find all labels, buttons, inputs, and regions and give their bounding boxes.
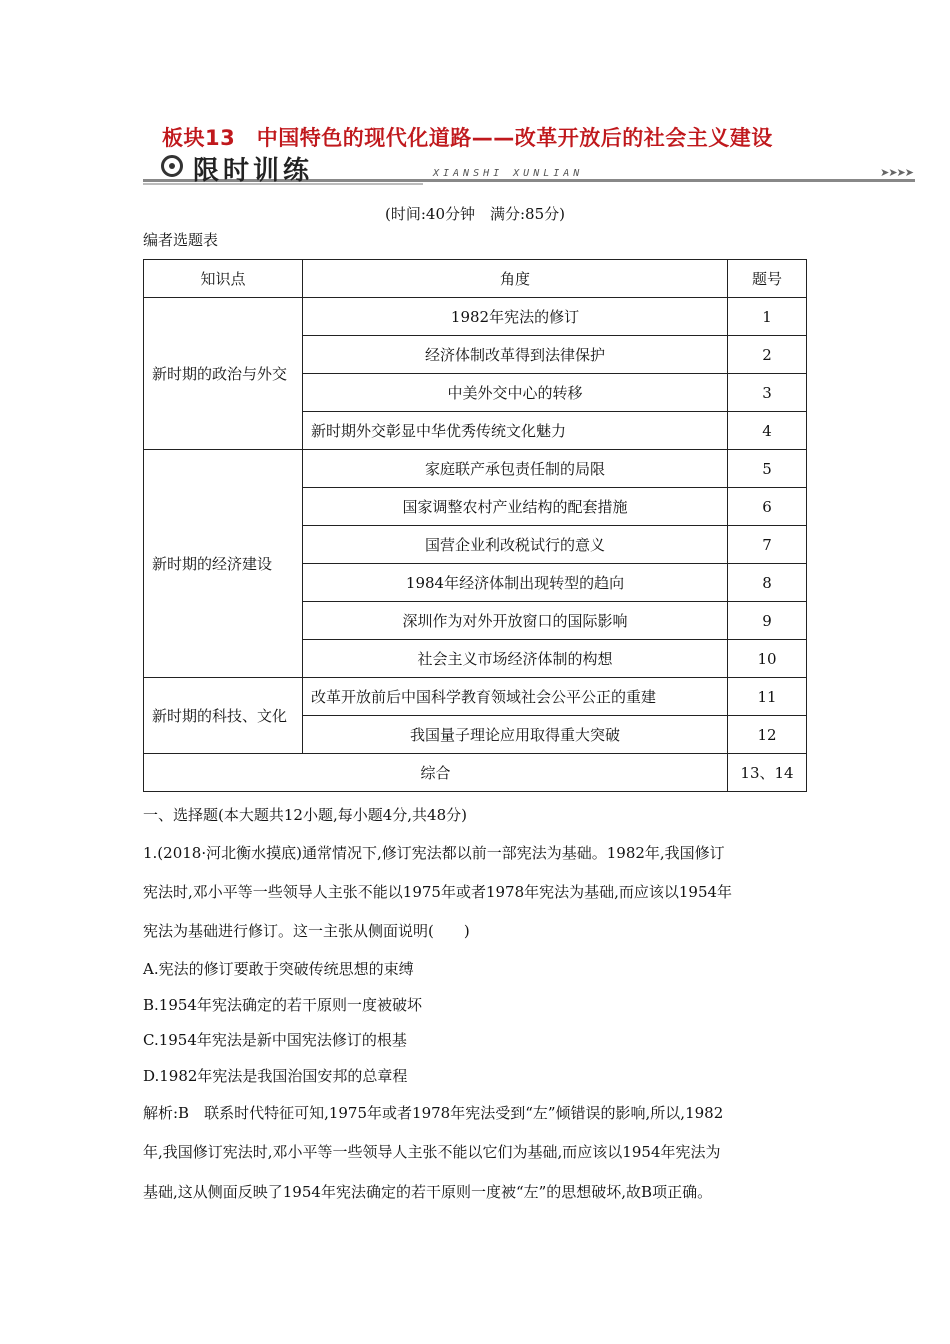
angle-cell: 新时期外交彰显中华优秀传统文化魅力	[303, 412, 728, 450]
number-cell: 12	[728, 716, 807, 754]
table-row	[144, 678, 807, 716]
angle-cell: 中美外交中心的转移	[303, 374, 728, 412]
analysis-line: 解析:B 联系时代特征可知,1975年或者1978年宪法受到“左”倾错误的影响,所以,1982	[143, 1104, 724, 1122]
summary-label: 综合	[144, 754, 728, 792]
angle-cell: 1984年经济体制出现转型的趋向	[303, 564, 728, 602]
banner-label: 限时训练	[193, 156, 314, 186]
analysis-line: 基础,这从侧面反映了1954年宪法确定的若干原则一度被“左”的思想破坏,故B项正确。	[143, 1183, 713, 1201]
number-cell: 9	[728, 602, 807, 640]
number-cell: 4	[728, 412, 807, 450]
angle-cell: 家庭联产承包责任制的局限	[303, 450, 728, 488]
number-cell: 3	[728, 374, 807, 412]
banner-pinyin: XIANSHI XUNLIAN	[433, 168, 584, 179]
summary-row	[144, 754, 807, 792]
question-line: 1.(2018·河北衡水摸底)通常情况下,修订宪法都以前一部宪法为基础。1982年,我国修订	[143, 844, 725, 862]
table-caption: 编者选题表	[143, 231, 219, 249]
angle-cell: 经济体制改革得到法律保护	[303, 336, 728, 374]
number-cell: 2	[728, 336, 807, 374]
topic-cell: 新时期的经济建设	[144, 450, 303, 678]
option-b: B.1954年宪法确定的若干原则一度被破坏	[143, 996, 422, 1014]
angle-cell: 社会主义市场经济体制的构想	[303, 640, 728, 678]
arrows-icon: ➤➤➤➤	[880, 166, 913, 179]
analysis-line: 年,我国修订宪法时,邓小平等一些领导人主张不能以它们为基础,而应该以1954年宪法为	[143, 1143, 721, 1161]
question-line: 宪法为基础进行修订。这一主张从侧面说明( )	[143, 922, 470, 940]
angle-cell: 改革开放前后中国科学教育领域社会公平公正的重建	[303, 678, 728, 716]
table-row	[144, 450, 807, 488]
section-heading: 一、选择题(本大题共12小题,每小题4分,共48分)	[143, 806, 467, 824]
angle-cell: 深圳作为对外开放窗口的国际影响	[303, 602, 728, 640]
target-icon	[161, 155, 183, 177]
number-cell: 10	[728, 640, 807, 678]
topic-cell: 新时期的政治与外交	[144, 298, 303, 450]
option-d: D.1982年宪法是我国治国安邦的总章程	[143, 1067, 408, 1085]
section-banner	[143, 152, 915, 190]
angle-cell: 国家调整农村产业结构的配套措施	[303, 488, 728, 526]
question-line: 宪法时,邓小平等一些领导人主张不能以1975年或者1978年宪法为基础,而应该以1954年	[143, 883, 733, 901]
number-cell: 6	[728, 488, 807, 526]
topic-cell: 新时期的科技、文化	[144, 678, 303, 754]
header-topic: 知识点	[144, 260, 303, 298]
number-cell: 7	[728, 526, 807, 564]
question-table	[143, 259, 807, 792]
option-a: A.宪法的修订要敢于突破传统思想的束缚	[143, 960, 414, 978]
number-cell: 8	[728, 564, 807, 602]
angle-cell: 我国量子理论应用取得重大突破	[303, 716, 728, 754]
header-angle: 角度	[303, 260, 728, 298]
number-cell: 5	[728, 450, 807, 488]
number-cell: 1	[728, 298, 807, 336]
time-score-info: (时间:40分钟 满分:85分)	[385, 205, 565, 223]
table-header-row	[144, 260, 807, 298]
header-number: 题号	[728, 260, 807, 298]
summary-number: 13、14	[728, 754, 807, 792]
number-cell: 11	[728, 678, 807, 716]
page-title: 板块13 中国特色的现代化道路——改革开放后的社会主义建设	[162, 126, 773, 150]
option-c: C.1954年宪法是新中国宪法修订的根基	[143, 1031, 407, 1049]
angle-cell: 国营企业利改税试行的意义	[303, 526, 728, 564]
table-row	[144, 298, 807, 336]
angle-cell: 1982年宪法的修订	[303, 298, 728, 336]
